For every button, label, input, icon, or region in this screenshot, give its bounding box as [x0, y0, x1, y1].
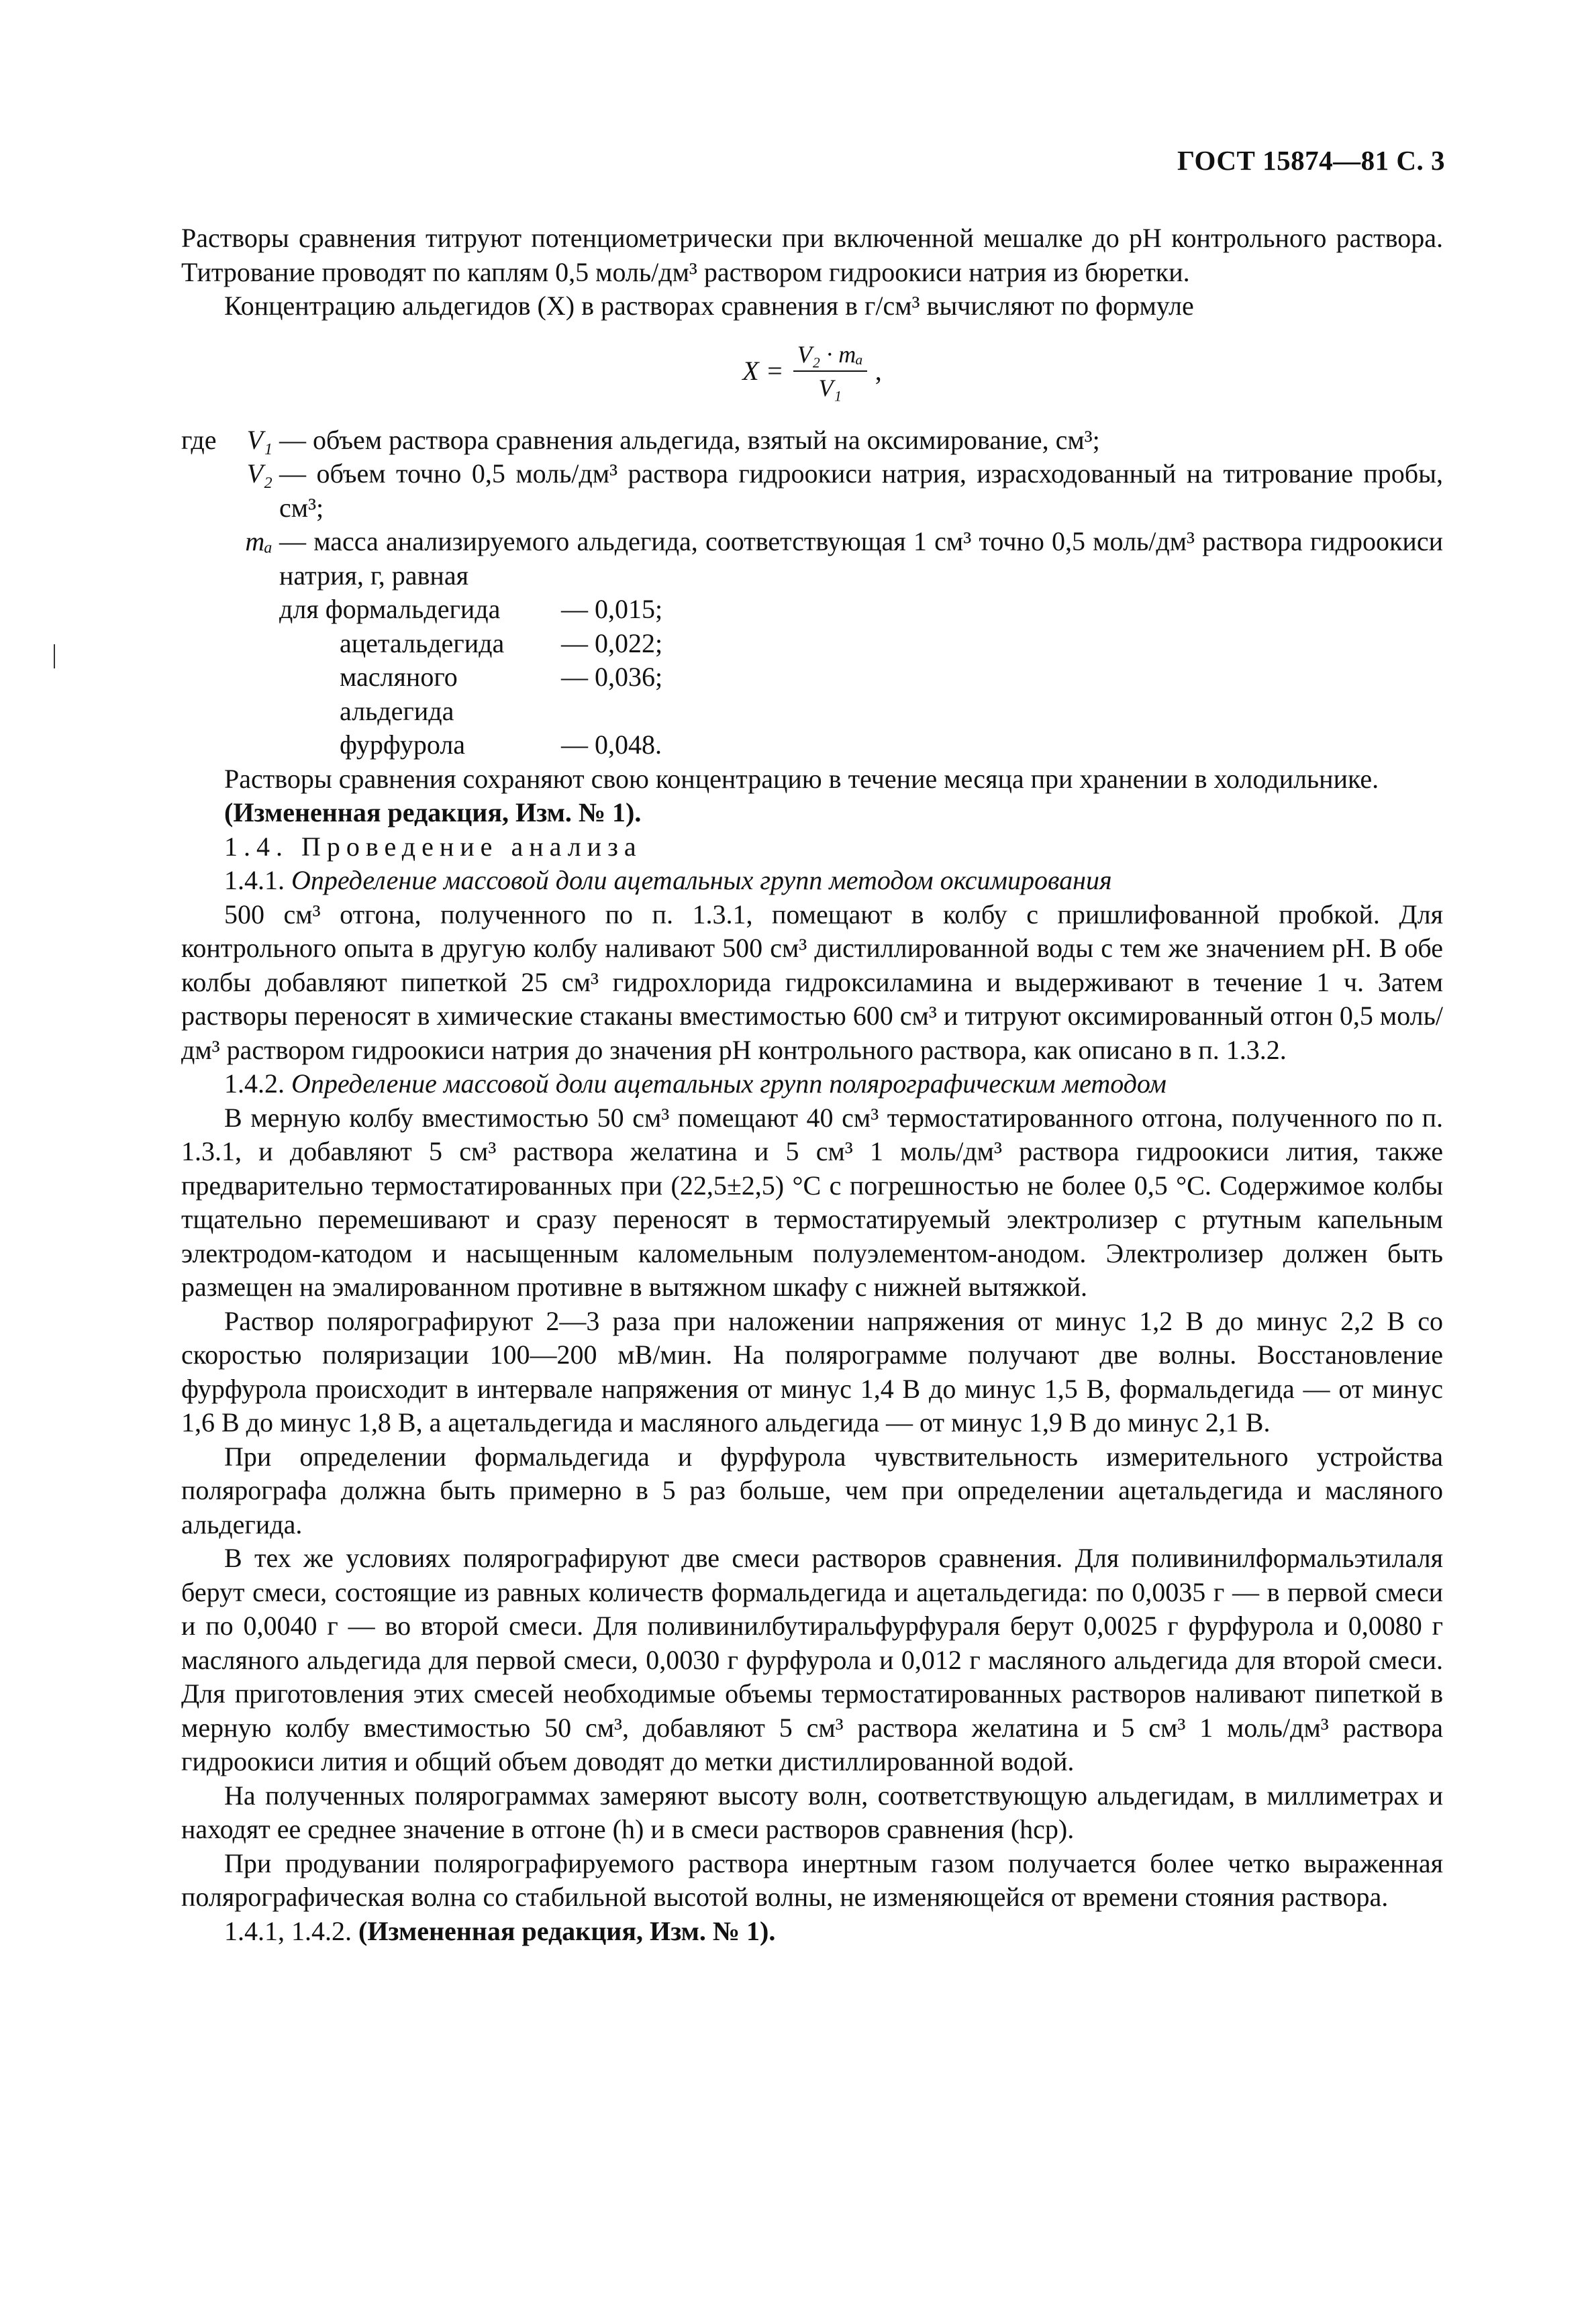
paragraph-concentration: Концентрацию альдегидов (X) в растворах сравнения в г/см³ вычисляют по формуле: [224, 291, 1194, 321]
formula-numerator: V₂ · mₐ: [793, 340, 867, 372]
formula: [181, 326, 1443, 417]
legend-description: — масса анализируемого альдегида, соответствующая 1 см³ точно 0,5 моль/дм³ раствора гидроокиси натрия, г, равная: [279, 526, 1443, 591]
value-name: масляного альдегида: [340, 662, 458, 726]
subsection-number: 1.4.1.: [224, 865, 285, 895]
value-amount: — 0,015;: [561, 594, 663, 624]
legend-symbol: V₁: [246, 424, 272, 455]
paragraph-storage: Растворы сравнения сохраняют свою концентрацию в течение месяца при хранении в холодильнике.: [224, 763, 1379, 794]
value-amount: — 0,036;: [561, 662, 663, 692]
legend-description: — объем точно 0,5 моль/дм³ раствора гидроокиси натрия, израсходованный на титрование пробы, см³;: [279, 458, 1443, 523]
value-name: для формальдегида: [279, 594, 501, 624]
legend-description: — объем раствора сравнения альдегида, взятый на оксимирование, см³;: [279, 424, 1100, 455]
paragraph-titration: Растворы сравнения титруют потенциометрически при включенной мешалке до pH контрольного раствора. Титрование проводят по каплям 0,5 моль/дм³ раствором гидроокиси натрия из бюретки.: [181, 223, 1443, 287]
value-name: ацетальдегида: [340, 627, 505, 658]
legend-symbol: V₂: [246, 458, 272, 489]
paragraph-sensitivity: При определении формальдегида и фурфурола чувствительность измерительного устройства полярографа должна быть примерно в 5 раз больше, чем при определении ацетальдегида и масляного альдегида.: [181, 1441, 1443, 1539]
paragraph-reference-mixtures: В тех же условиях полярографируют две смеси растворов сравнения. Для поливинилформальэтилаля берут смеси, состоящие из равных количеств формальдегида и ацетальдегида: по 0,0035 г — в первой смеси и по 0,0040 г — во второй смеси. Для поливинилбутиральфурфураля берут 0,0025 г фурфурола и 0,0080 г масляного альдегида для первой смеси, 0,0030 г фурфурола и 0,012 г масляного альдегида для второй смеси. Для приготовления этих смесей необходимые объемы термостатированных растворов наливают пипеткой в мерную колбу вместимостью 50 см³, добавляют 5 см³ раствора желатина и 5 см³ 1 моль/дм³ раствора гидроокиси лития и общий объем доводят до метки дистиллированной водой.: [181, 1543, 1443, 1776]
value-name: фурфурола: [340, 729, 466, 760]
aldehyde-values: [279, 593, 1443, 762]
subsection-title: Определение массовой доли ацетальных групп полярографическим методом: [291, 1068, 1167, 1099]
subsection-heading-oximation: [181, 864, 1443, 898]
subsection-number: 1.4.2.: [224, 1068, 285, 1099]
formula-comma: ,: [875, 355, 882, 386]
formula-lhs: X =: [742, 355, 784, 386]
paragraph-polarography-run: Раствор полярографируют 2—3 раза при наложении напряжения от минус 1,2 В до минус 2,2 В со скоростью поляризации 100—200 мВ/мин. На полярограмме получают две волны. Восстановление фурфурола происходит в интервале напряжения от минус 1,4 В до минус 1,5 В, формальдегида — от минус 1,6 В до минус 1,8 В, а ацетальдегида и масляного альдегида — от минус 1,9 В до минус 2,1 В.: [181, 1305, 1443, 1437]
paragraph-wave-height: На полученных полярограммах замеряют высоту волн, соответствующую альдегидам, в миллиметрах и находят ее среднее значение в отгоне (h) и в смеси растворов сравнения (hср).: [181, 1780, 1443, 1844]
value-amount: — 0,048.: [561, 729, 662, 760]
amendment-ref: 1.4.1, 1.4.2.: [224, 1915, 352, 1946]
formula-legend: [181, 423, 1443, 593]
legend-where: где: [181, 424, 217, 455]
formula-fraction: [793, 340, 867, 403]
legend-symbol: mₐ: [245, 526, 272, 556]
paragraph-oximation: 500 см³ отгона, полученного по п. 1.3.1, помещают в колбу с пришлифованной пробкой. Для контрольного опыта в другую колбу наливают 500 см³ дистиллированной воды с тем же значением pH. В обе колбы добавляют пипеткой 25 см³ гидрохлорида гидроксиламина и выдерживают в течение 1 ч. Затем растворы переносят в химические стаканы вместимостью 600 см³ и титруют оксимированный отгон 0,5 моль/дм³ раствором гидроокиси натрия до значения pH контрольного раствора, как описано в п. 1.3.2.: [181, 899, 1443, 1065]
page-header: ГОСТ 15874—81 С. 3: [1177, 145, 1445, 176]
formula-denominator: V₁: [818, 374, 842, 401]
document-body: [181, 221, 1443, 1948]
paragraph-polarography-prep: В мерную колбу вместимостью 50 см³ помещают 40 см³ термостатированного отгона, полученного по п. 1.3.1, и добавляют 5 см³ раствора желатина и 5 см³ 1 моль/дм³ раствора гидроокиси лития, также предварительно термостатированных при (22,5±2,5) °С с погрешностью не более 0,5 °С. Содержимое колбы тщательно перемешивают и сразу переносят в термостатируемый электролизер с ртутным капельным электродом-катодом и насыщенным каломельным полуэлементом-анодом. Электролизер должен быть размещен на эмалированном противне в вытяжном шкафу с нижней вытяжкой.: [181, 1102, 1443, 1302]
amendment-note-final: [181, 1915, 1443, 1949]
section-heading-analysis: 1.4. Проведение анализа: [224, 831, 642, 862]
amendment-note: (Измененная редакция, Изм. № 1).: [224, 797, 642, 827]
paragraph-inert-gas: При продувании полярографируемого раствора инертным газом получается более четко выраженная полярографическая волна со стабильной высотой волны, не изменяющейся от времени стояния раствора.: [181, 1848, 1443, 1912]
subsection-heading-polarography: [181, 1067, 1443, 1101]
value-amount: — 0,022;: [561, 627, 663, 658]
subsection-title: Определение массовой доли ацетальных групп методом оксимирования: [291, 865, 1112, 895]
margin-mark: [54, 644, 55, 668]
amendment-text: (Измененная редакция, Изм. № 1).: [358, 1915, 776, 1946]
